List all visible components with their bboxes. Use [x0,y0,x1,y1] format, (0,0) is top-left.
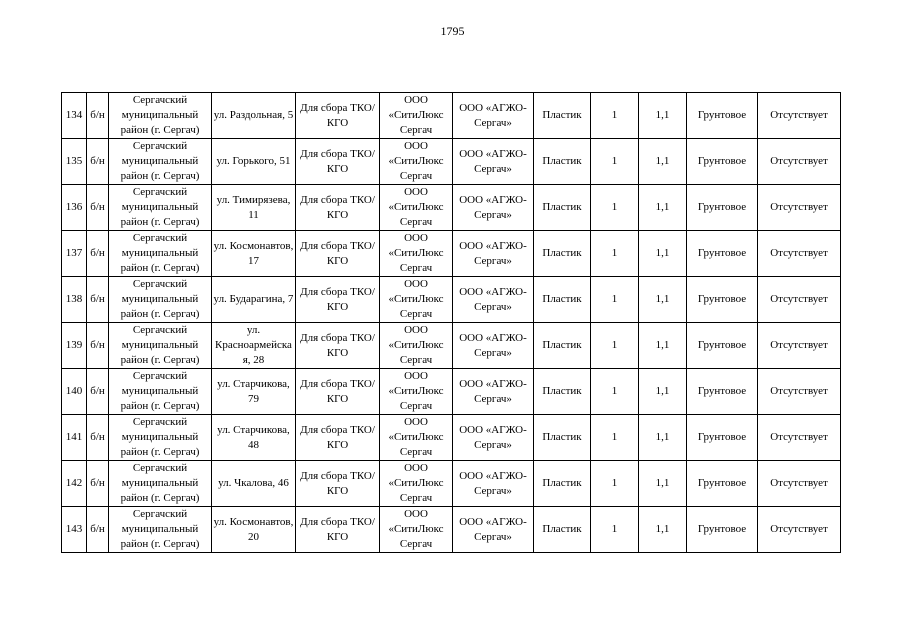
material-cell: Пластик [534,323,591,369]
cadastral-cell: б/н [87,277,109,323]
table-row [62,93,841,139]
table-row [62,415,841,461]
page-number: 1795 [440,24,465,38]
fence-cell: Отсутствует [758,507,841,553]
table-body [62,93,841,553]
address-cell: ул. Тимирязева, 11 [212,185,296,231]
surface-cell: Грунтовое [687,231,758,277]
fence-cell: Отсутствует [758,461,841,507]
table-row [62,277,841,323]
purpose-cell: Для сбора ТКО/КГО [296,93,380,139]
district-cell: Сергачский муниципальный район (г. Сергач) [109,185,212,231]
material-cell: Пластик [534,415,591,461]
operator-cell: ООО «АГЖО-Сергач» [453,415,534,461]
container-volume-cell: 1,1 [639,323,687,369]
operator-cell: ООО «АГЖО-Сергач» [453,369,534,415]
table-row [62,369,841,415]
fence-cell: Отсутствует [758,93,841,139]
address-cell: ул. Бударагина, 7 [212,277,296,323]
operator-cell: ООО «АГЖО-Сергач» [453,139,534,185]
district-cell: Сергачский муниципальный район (г. Сергач) [109,323,212,369]
cadastral-cell: б/н [87,93,109,139]
material-cell: Пластик [534,93,591,139]
owner-cell: ООО «СитиЛюкс Сергач [380,369,453,415]
operator-cell: ООО «АГЖО-Сергач» [453,93,534,139]
container-count-cell: 1 [591,369,639,415]
table-row [62,139,841,185]
surface-cell: Грунтовое [687,93,758,139]
purpose-cell: Для сбора ТКО/КГО [296,323,380,369]
cadastral-cell: б/н [87,415,109,461]
surface-cell: Грунтовое [687,461,758,507]
address-cell: ул. Раздольная, 5 [212,93,296,139]
row-number-cell: 135 [62,139,87,185]
container-count-cell: 1 [591,415,639,461]
container-volume-cell: 1,1 [639,461,687,507]
surface-cell: Грунтовое [687,323,758,369]
district-cell: Сергачский муниципальный район (г. Сергач) [109,369,212,415]
container-volume-cell: 1,1 [639,277,687,323]
address-cell: ул. Красноармейская, 28 [212,323,296,369]
container-volume-cell: 1,1 [639,231,687,277]
table-row [62,461,841,507]
registry-table [61,92,841,553]
table-row [62,231,841,277]
container-volume-cell: 1,1 [639,93,687,139]
container-volume-cell: 1,1 [639,139,687,185]
container-volume-cell: 1,1 [639,415,687,461]
operator-cell: ООО «АГЖО-Сергач» [453,185,534,231]
purpose-cell: Для сбора ТКО/КГО [296,369,380,415]
address-cell: ул. Старчикова, 48 [212,415,296,461]
container-count-cell: 1 [591,93,639,139]
material-cell: Пластик [534,185,591,231]
fence-cell: Отсутствует [758,415,841,461]
container-count-cell: 1 [591,461,639,507]
surface-cell: Грунтовое [687,369,758,415]
material-cell: Пластик [534,369,591,415]
district-cell: Сергачский муниципальный район (г. Сергач) [109,415,212,461]
address-cell: ул. Космонавтов, 17 [212,231,296,277]
purpose-cell: Для сбора ТКО/КГО [296,507,380,553]
district-cell: Сергачский муниципальный район (г. Сергач) [109,139,212,185]
row-number-cell: 141 [62,415,87,461]
cadastral-cell: б/н [87,139,109,185]
owner-cell: ООО «СитиЛюкс Сергач [380,231,453,277]
container-count-cell: 1 [591,139,639,185]
table-row [62,323,841,369]
material-cell: Пластик [534,277,591,323]
row-number-cell: 142 [62,461,87,507]
fence-cell: Отсутствует [758,185,841,231]
owner-cell: ООО «СитиЛюкс Сергач [380,323,453,369]
owner-cell: ООО «СитиЛюкс Сергач [380,461,453,507]
district-cell: Сергачский муниципальный район (г. Сергач) [109,93,212,139]
row-number-cell: 143 [62,507,87,553]
address-cell: ул. Космонавтов, 20 [212,507,296,553]
district-cell: Сергачский муниципальный район (г. Сергач) [109,507,212,553]
cadastral-cell: б/н [87,369,109,415]
operator-cell: ООО «АГЖО-Сергач» [453,461,534,507]
surface-cell: Грунтовое [687,415,758,461]
district-cell: Сергачский муниципальный район (г. Сергач) [109,277,212,323]
row-number-cell: 134 [62,93,87,139]
container-volume-cell: 1,1 [639,507,687,553]
purpose-cell: Для сбора ТКО/КГО [296,139,380,185]
owner-cell: ООО «СитиЛюкс Сергач [380,185,453,231]
cadastral-cell: б/н [87,323,109,369]
fence-cell: Отсутствует [758,323,841,369]
row-number-cell: 136 [62,185,87,231]
owner-cell: ООО «СитиЛюкс Сергач [380,93,453,139]
district-cell: Сергачский муниципальный район (г. Сергач) [109,461,212,507]
row-number-cell: 137 [62,231,87,277]
container-count-cell: 1 [591,277,639,323]
address-cell: ул. Старчикова, 79 [212,369,296,415]
material-cell: Пластик [534,139,591,185]
material-cell: Пластик [534,507,591,553]
container-count-cell: 1 [591,507,639,553]
cadastral-cell: б/н [87,461,109,507]
purpose-cell: Для сбора ТКО/КГО [296,415,380,461]
operator-cell: ООО «АГЖО-Сергач» [453,323,534,369]
fence-cell: Отсутствует [758,139,841,185]
purpose-cell: Для сбора ТКО/КГО [296,277,380,323]
operator-cell: ООО «АГЖО-Сергач» [453,277,534,323]
purpose-cell: Для сбора ТКО/КГО [296,185,380,231]
container-count-cell: 1 [591,231,639,277]
district-cell: Сергачский муниципальный район (г. Сергач) [109,231,212,277]
address-cell: ул. Чкалова, 46 [212,461,296,507]
container-volume-cell: 1,1 [639,369,687,415]
cadastral-cell: б/н [87,231,109,277]
row-number-cell: 139 [62,323,87,369]
table-row [62,507,841,553]
cadastral-cell: б/н [87,507,109,553]
owner-cell: ООО «СитиЛюкс Сергач [380,277,453,323]
owner-cell: ООО «СитиЛюкс Сергач [380,415,453,461]
purpose-cell: Для сбора ТКО/КГО [296,231,380,277]
fence-cell: Отсутствует [758,231,841,277]
row-number-cell: 140 [62,369,87,415]
operator-cell: ООО «АГЖО-Сергач» [453,231,534,277]
purpose-cell: Для сбора ТКО/КГО [296,461,380,507]
row-number-cell: 138 [62,277,87,323]
owner-cell: ООО «СитиЛюкс Сергач [380,507,453,553]
address-cell: ул. Горького, 51 [212,139,296,185]
container-volume-cell: 1,1 [639,185,687,231]
operator-cell: ООО «АГЖО-Сергач» [453,507,534,553]
cadastral-cell: б/н [87,185,109,231]
table-row [62,185,841,231]
container-count-cell: 1 [591,323,639,369]
fence-cell: Отсутствует [758,277,841,323]
fence-cell: Отсутствует [758,369,841,415]
surface-cell: Грунтовое [687,185,758,231]
material-cell: Пластик [534,231,591,277]
surface-cell: Грунтовое [687,277,758,323]
container-count-cell: 1 [591,185,639,231]
owner-cell: ООО «СитиЛюкс Сергач [380,139,453,185]
surface-cell: Грунтовое [687,507,758,553]
material-cell: Пластик [534,461,591,507]
surface-cell: Грунтовое [687,139,758,185]
